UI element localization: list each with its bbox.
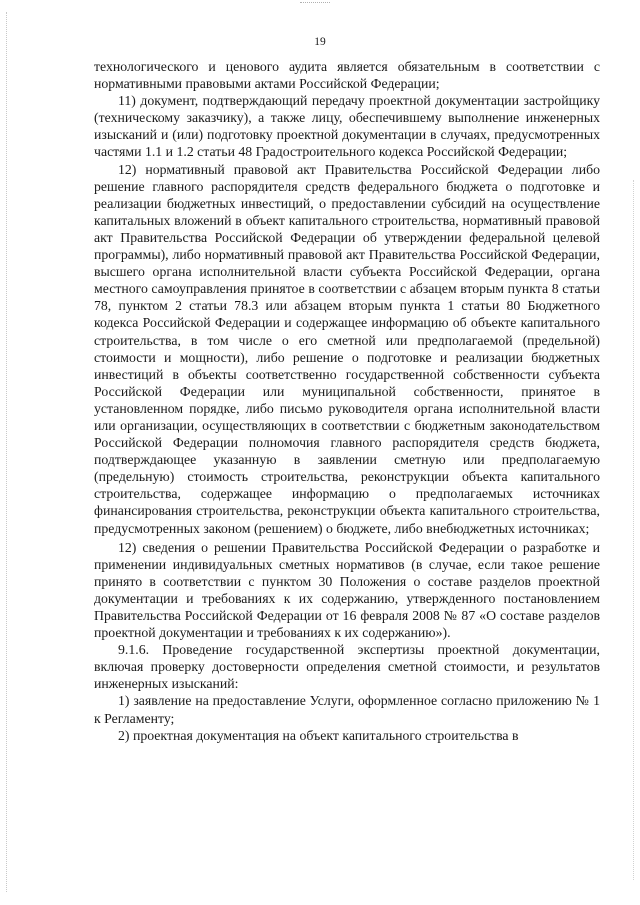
- paragraph-item-12-decision: 12) сведения о решении Правительства Российской Федерации о разработке и применении индивидуальных сметных нормативов (в случае, если такое решение принято в соответствии с пунктом 30 Положения о составе разделов проектной документации и требованиях к их содержанию, утвержденного постановлением Правительства Российской Федерации от 16 февраля 2008 № 87 «О составе разделов проектной документации и требованиях к их содержанию»).: [94, 539, 600, 641]
- scan-artifact-top: [300, 2, 330, 5]
- document-body: [94, 58, 600, 744]
- paragraph-section-9-1-6: 9.1.6. Проведение государственной экспертизы проектной документации, включая проверку достоверности определения сметной стоимости, и результатов инженерных изысканий:: [94, 642, 600, 692]
- paragraph-item-1: 1) заявление на предоставление Услуги, оформленное согласно приложению № 1 к Регламенту;: [94, 693, 600, 726]
- scan-artifact-left-edge: [6, 12, 8, 892]
- page-number: 19: [314, 36, 326, 48]
- paragraph-item-2: 2) проектная документация на объект капитального строительства в: [118, 727, 519, 743]
- paragraph-item-12-act: 12) нормативный правовой акт Правительства Российской Федерации либо решение главного распорядителя средств федерального бюджета о подготовке и реализации бюджетных инвестиций, о предоставлении субсидий на осуществление капитальных вложений в объект капитального строительства, нормативный правовой акт Правительства Российской Федерации об утверждении федеральной целевой программы), либо нормативный правовой акт Правительства Российской Федерации, высшего органа исполнительной власти субъекта Российской Федерации, органа местного самоуправления принятое в соответствии с абзацем вторым пункта 8 статьи 78, пунктом 2 статьи 78.3 или абзацем вторым пункта 1 статьи 80 Бюджетного кодекса Российской Федерации и содержащее информацию об объекте капитального строительства, в том числе о его сметной или предполагаемой (предельной) стоимости и мощности), либо решение о подготовке и реализации бюджетных инвестиций в объекты соответственно государственной собственности субъекта Российской Федерации или муниципальной собственности, принятое в установленном порядке, либо письмо руководителя органа исполнительной власти или организации, осуществляющих в соответствии с бюджетным законодательством Российской Федерации полномочия главного распорядителя средств бюджета, подтверждающее указанную в заявлении сметную или предполагаемую (предельную) стоимость строительства, реконструкции объекта капитального строительства, содержащее информацию о предполагаемых источниках финансирования строительства, реконструкции объекта капитального строительства, предусмотренных законом (решением) о бюджете, либо внебюджетных источниках;: [94, 161, 600, 536]
- paragraph-item-11: 11) документ, подтверждающий передачу проектной документации застройщику (техническому заказчику), а также лицу, обеспечившему выполнение инженерных изысканий и (или) подготовку проектной документации в случаях, предусмотренных частями 1.1 и 1.2 статьи 48 Градостроительного кодекса Российской Федерации;: [94, 93, 600, 160]
- scan-artifact-right-edge: [633, 180, 635, 880]
- paragraph-continuation: технологического и ценового аудита является обязательным в соответствии с нормативными правовыми актами Российской Федерации;: [94, 59, 600, 92]
